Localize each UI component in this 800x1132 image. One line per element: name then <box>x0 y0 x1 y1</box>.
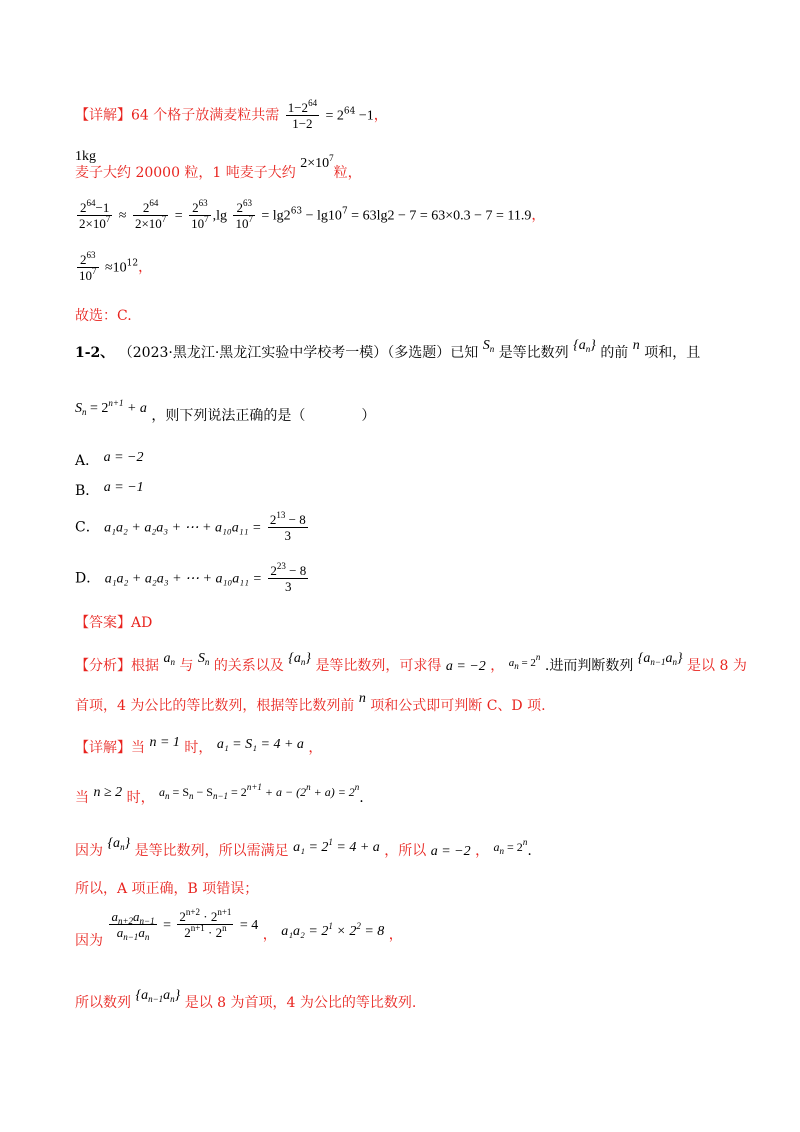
question-source: （2023·黑龙江·黑龙江实验中学校考一模）（多选题）已知 <box>118 345 479 361</box>
detail2-line-5: 因为 $\frac{a_{n+2}a_{n-1}}{a_{n-1}a_n}$ = $\frac{2^{n+2} \cdot 2^{n+1}}{2^{n+1} \cdot 2^n}$ = 4 ， $a_1a_2 = 2^1 \times 2^2 = 8$ ， <box>75 907 403 949</box>
option-A[interactable]: A． a = −2 <box>75 450 144 469</box>
fraction-e: $\frac{2^{63}}{10^7}$ <box>79 250 97 283</box>
analysis-line-2: 首项，4 为公比的等比数列，根据等比数列前 n 项和公式即可判断 C、D 项. <box>75 691 546 714</box>
choose-line: 故选：C. <box>75 308 132 324</box>
kg-label: 1kg <box>75 149 96 164</box>
detail-line-3: $\frac{2^{64}-1}{2\times 10^7}$ ≈ $\frac{2^{64}}{2\times 10^7}$ = $\frac{2^{63}}{10^7}$ ,lg $\frac{2^{63}}{10^7}$ = $\lg 2^{63} - \lg 10^7 = 63\lg 2 - 7 = 63\times 0.3 - 7 = 11.9$， <box>79 198 546 231</box>
option-B[interactable]: B． a = −1 <box>75 480 144 499</box>
answer-line: 【答案】AD <box>75 615 153 631</box>
detail-line-1: 【详解】64 个格子放满麦粒共需 $\frac{1-2^{64}}{1-2}$ = $2^{64} -1$， <box>75 98 388 131</box>
fraction-1: $\frac{1-2^{64}}{1-2}$ <box>287 98 318 131</box>
detail2-line-3: 因为 $\{a_n\}$ 是等比数列，所以需满足 $a_1 = 2^1 = 4 + a$ ，所以 a = −2 ， $a_n = 2^n$. <box>75 836 532 859</box>
question-number: 1-2、 <box>75 345 115 361</box>
detail-line-2b: 麦子大约 20000 粒，1 吨麦子大约 $2\times 10^7$粒， <box>75 153 362 181</box>
fraction-a: $\frac{2^{64}-1}{2\times 10^7}$ <box>79 198 111 231</box>
fraction-b: $\frac{2^{64}}{2\times 10^7}$ <box>134 198 167 231</box>
option-D[interactable]: D． a₁a₂ + a₂a₃ + ⋯ + a₁₀a₁₁ = $\frac{2^{23} - 8}{3}$ <box>75 561 307 594</box>
detail2-line-2: 当 n ≥ 2 时， $a_n = S_n - S_{n-1} = 2^{n+1} + a - (2^n + a) = 2^n$. <box>75 782 364 806</box>
question-line-1: 1-2、 （2023·黑龙江·黑龙江实验中学校考一模）（多选题）已知 $S_n$ 是等比数列 $\{a_n\}$ 的前 n 项和，且 <box>75 338 701 361</box>
detail2-line-6: 所以数列 $\{a_{n-1}a_n\}$ 是以 8 为首项，4 为公比的等比数列. <box>75 988 417 1011</box>
fraction-d: $\frac{2^{63}}{10^7}$ <box>235 198 253 231</box>
option-C[interactable]: C． a₁a₂ + a₂a₃ + ⋯ + a₁₀a₁₁ = $\frac{2^{13} - 8}{3}$ <box>75 510 306 543</box>
question-line-2: $S_n = 2^{n+1} + a$ ，则下列说法正确的是（ ） <box>75 398 376 424</box>
detail-line-4: $\frac{2^{63}}{10^7}$ $\approx 10^{12}$， <box>79 250 153 283</box>
detail2-line-1: 【详解】当 n = 1 时， a₁ = S₁ = 4 + a ， <box>75 735 323 756</box>
analysis-line-1: 【分析】根据 $a_n$ 与 $S_n$ 的关系以及 $\{a_n\}$ 是等比数列，可求得 a = −2 ， $^{a_n = 2^n}$ .进而判断数列 $\{a_{n-1}a_n\}$ 是以 8 为 <box>75 651 747 674</box>
fraction-c: $\frac{2^{63}}{10^7}$ <box>191 198 209 231</box>
detail-lead: 【详解】64 个格子放满麦粒共需 <box>75 107 280 124</box>
detail2-line-4: 所以，A 项正确，B 项错误； <box>75 881 259 897</box>
